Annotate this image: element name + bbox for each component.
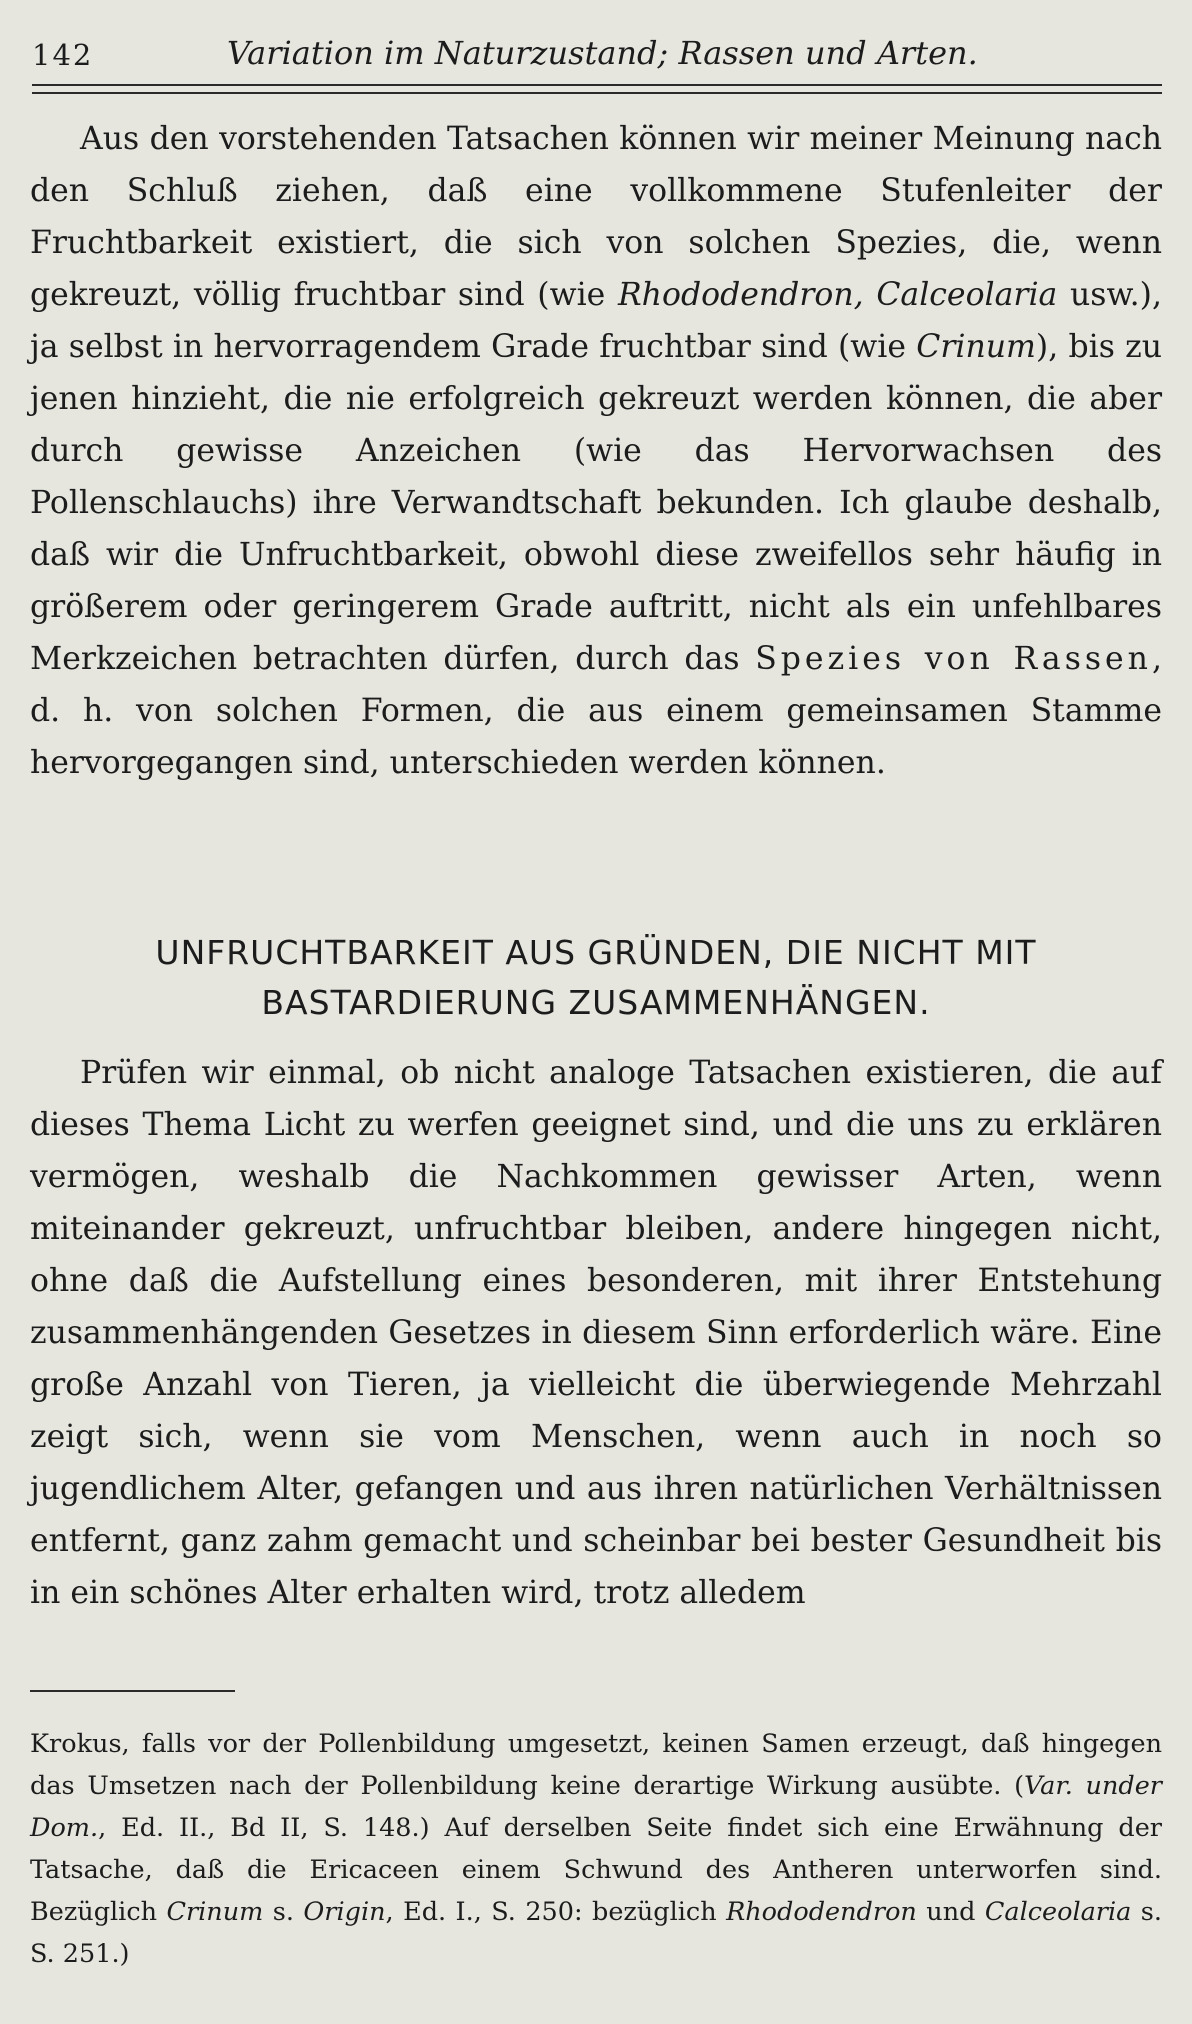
- paragraph-1-text-c: ), bis zu jenen hinzieht, die nie erfolgreich gekreuzt werden können, die aber durch gewisse Anzeichen (wie das Hervorwachsen des Pollenschlauchs) ihre Verwandtschaft bekunden. Ich glaube deshalb, daß wir die Unfruchtbarkeit, obwohl diese zweifellos sehr häufig in größerem oder geringerem Grade auftritt, nicht als ein unfehlbares Merkzeichen betrachten dürfen, durch das: [30, 329, 1162, 677]
- section-heading-line-2: BASTARDIERUNG ZUSAMMENHÄNGEN.: [261, 983, 931, 1022]
- footnote-text-e: und: [916, 1897, 985, 1927]
- paragraph-1: [30, 113, 1162, 789]
- footnote-italic-rhododendron: Rhododendron: [726, 1897, 917, 1927]
- section-heading: [30, 928, 1162, 1028]
- paragraph-1-italic-crinum: Crinum: [916, 329, 1036, 365]
- running-head: [32, 28, 1162, 78]
- footnote-text-b: , Ed. II., Bd II, S. 148.) Auf derselben Seite findet sich eine Erwähnung der Tatsache, daß die Ericaceen einem Schwund des Antheren unterworfen sind. Bezüglich: [30, 1813, 1162, 1927]
- paragraph-1-text-a: Aus den vorstehenden Tatsachen können wir meiner Meinung nach den Schluß ziehen, daß eine vollkommene Stufenleiter der Fruchtbarkeit existiert, die sich von solchen Spezies, die, wenn gekreuzt, völlig fruchtbar sind (wie: [30, 121, 1162, 313]
- footnote-text-a: Krokus, falls vor der Pollenbildung umgesetzt, keinen Samen erzeugt, daß hingegen das Umsetzen nach der Pollenbildung keine derartige Wirkung ausübte. (: [30, 1729, 1162, 1801]
- running-title: Variation im Naturzustand; Rassen und Arten.: [227, 34, 978, 72]
- footnote-text-f: s. S. 251.): [30, 1897, 1162, 1969]
- footnote-italic-calceolaria: Calceolaria: [984, 1897, 1132, 1927]
- footnote-italic-origin: Origin: [303, 1897, 386, 1927]
- paragraph-1-text-b: usw.), ja selbst in hervorragendem Grade fruchtbar sind (wie: [30, 277, 1162, 365]
- paragraph-2: Prüfen wir einmal, ob nicht analoge Tatsachen existieren, die auf dieses Thema Licht zu werfen geeignet sind, und die uns zu erklären vermögen, weshalb die Nachkommen gewisser Arten, wenn miteinander gekreuzt, unfruchtbar bleiben, andere hingegen nicht, ohne daß die Aufstellung eines besonderen, mit ihrer Entstehung zusammenhängenden Gesetzes in diesem Sinn erforderlich wäre. Eine große Anzahl von Tieren, ja vielleicht die überwiegende Mehrzahl zeigt sich, wenn sie vom Menschen, wenn auch in noch so jugendlichem Alter, gefangen und aus ihren natürlichen Verhältnissen entfernt, ganz zahm gemacht und scheinbar bei bester Gesundheit bis in ein schönes Alter erhalten wird, trotz alledem: [30, 1055, 1162, 1611]
- page-number: 142: [32, 38, 94, 72]
- footnote-rule: [30, 1690, 235, 1692]
- paragraph-1-italic-rhododendron-calceolaria: Rhododendron, Calceolaria: [617, 277, 1058, 313]
- paragraph-1-spaced-emphasis: Spezies von Rassen: [755, 641, 1152, 677]
- footnote-text-d: , Ed. I., S. 250: bezüglich: [385, 1897, 727, 1927]
- footnote-text-c: s.: [263, 1897, 304, 1927]
- header-double-rule: [32, 84, 1162, 94]
- footnote-italic-crinum: Crinum: [166, 1897, 264, 1927]
- paragraph-1-text-d: , d. h. von solchen Formen, die aus einem gemeinsamen Stamme hervorgegangen sind, unterschieden werden können.: [30, 641, 1162, 781]
- footnote-italic-var-under-dom: Var. under Dom.: [30, 1771, 1162, 1843]
- section-heading-line-1: UNFRUCHTBARKEIT AUS GRÜNDEN, DIE NICHT MIT: [155, 933, 1037, 972]
- footnote: [30, 1723, 1162, 1975]
